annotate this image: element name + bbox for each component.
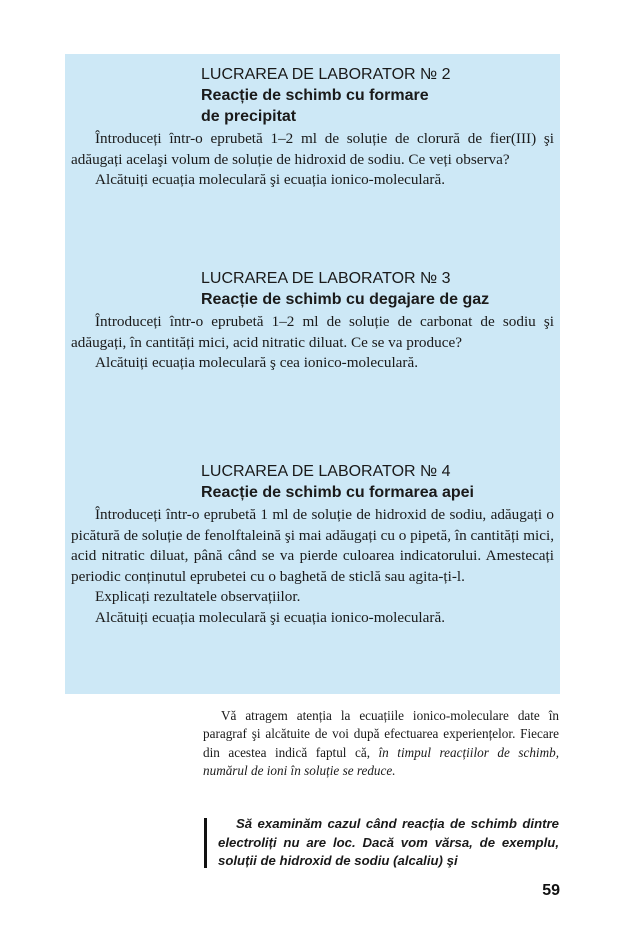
lab-work-4 [65,461,560,628]
highlight-paragraph [218,815,559,871]
lab-title: Reacție de schimb cu formarea apei [201,484,474,501]
lab-paragraph: Alcătuiți ecuația moleculară şi ecuația ionico-moleculară. [95,608,445,626]
note-text: Vă atragem atenția la ecuațiile ionico-moleculare date în paragraf şi alcătuite de voi după efectuarea experiențelor. Fiecare din acestea indică faptul că, [203,708,559,760]
lab-number: LUCRAREA DE LABORATOR № 3 [201,270,451,287]
lab-title: Reacție de schimb cu degajare de gaz [201,291,490,308]
page-number: 59 [542,882,560,899]
lab-number: LUCRAREA DE LABORATOR № 2 [201,66,451,83]
highlight-text: Să examinăm cazul când reacția de schimb dintre electroliți nu are loc. Dacă vom vărsa, de exemplu, soluții de hidroxid de sodiu (alcaliu) şi [218,816,559,869]
lab-number: LUCRAREA DE LABORATOR № 4 [201,463,451,480]
lab-paragraph: Întroduceți într-o eprubetă 1–2 ml de soluție de carbonat de sodiu şi adăugați, în cantități mici, acid nitratic diluat. Ce se va produce? [71,313,554,351]
lab-box [65,54,560,694]
lab-paragraph: Alcătuiți ecuația moleculară ş cea ionico-moleculară. [95,354,418,371]
lab-work-2 [65,64,560,191]
margin-bar [204,818,207,868]
lab-title-continued: de precipitat [201,108,297,125]
note-italic-text: în timpul reacțiilor de schimb, numărul de ioni în soluție se reduce. [203,744,559,779]
lab-paragraph: Explicați rezultatele observațiilor. [95,588,301,605]
lab-work-3 [65,268,560,374]
lab-paragraph: Alcătuiți ecuația moleculară şi ecuația ionico-moleculară. [95,171,445,188]
lab-title: Reacție de schimb cu formare [201,87,429,104]
lab-paragraph: Întroduceți într-o eprubetă 1–2 ml de soluție de clorură de fier(III) şi adăugați acelaşi volum de soluție de hidroxid de sodiu. Ce veți observa? [71,130,554,168]
lab-paragraph: Întroduceți într-o eprubetă 1 ml de soluție de hidroxid de sodiu, adăugați o picătură de soluție de fenolftaleină şi mai adăugați cu o pipetă, în cantități mici, acid nitratic diluat, până când se va pierde culoarea indicatorului. Amestecați periodic conținutul eprubetei cu o baghetă de sticlă sau agita-ți-l. [71,506,554,585]
note-paragraph [203,707,559,781]
